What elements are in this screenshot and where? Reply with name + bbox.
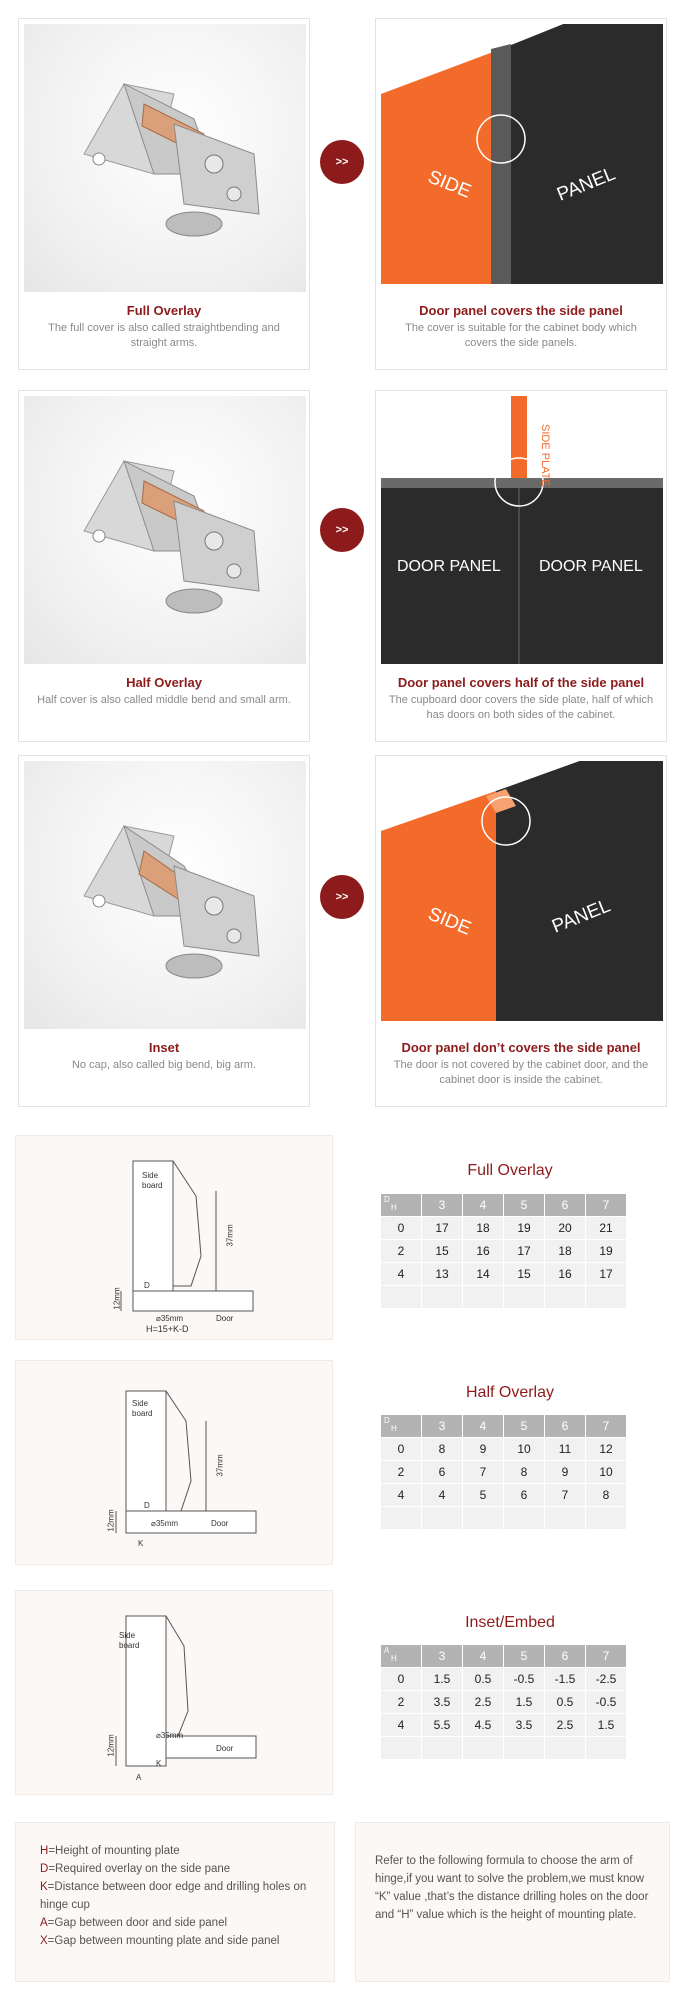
row-key-cell: 4 <box>381 1714 422 1737</box>
height-label: 37mm <box>225 1224 235 1247</box>
spec-table-inset <box>380 1644 627 1760</box>
panel-label: PANEL <box>549 895 614 938</box>
table-cell: 8 <box>586 1484 627 1507</box>
table-cell: 18 <box>545 1240 586 1263</box>
spec-table-full-overlay <box>380 1193 627 1309</box>
table-cell: 7 <box>463 1461 504 1484</box>
legend-list <box>40 1842 320 1950</box>
side-board-label: Side board <box>132 1399 153 1418</box>
legend-key: H <box>40 1845 49 1857</box>
table-cell: 3.5 <box>504 1714 545 1737</box>
table-cell: 19 <box>504 1217 545 1240</box>
hinge-type-description: No cap, also called big bend, big arm. <box>71 1059 257 1071</box>
table-row-empty <box>381 1286 627 1309</box>
bore-label: ⌀35mm <box>156 1314 184 1323</box>
table-cell: 6 <box>504 1484 545 1507</box>
d-label: D <box>144 1281 150 1290</box>
door-panels-shape <box>381 488 663 664</box>
table-header-row <box>381 1194 627 1217</box>
legend-text: =Height of mounting plate <box>48 1845 180 1857</box>
k-header-cell: 3 <box>422 1645 463 1668</box>
table-cell: 15 <box>504 1263 545 1286</box>
door-label: Door <box>216 1314 234 1323</box>
hinge-type-description: Half cover is also called middle bend and small arm. <box>37 694 291 706</box>
k-header-cell: 7 <box>586 1194 627 1217</box>
row-key-cell: 0 <box>381 1217 422 1240</box>
table-cell: -2.5 <box>586 1668 627 1691</box>
d-label: D <box>144 1501 150 1510</box>
table-cell: 12 <box>586 1438 627 1461</box>
row-key-cell: 4 <box>381 1484 422 1507</box>
corner-k-label: K <box>412 1650 418 1659</box>
k-header-cell: 3 <box>422 1194 463 1217</box>
door-panel-label-right: DOOR PANEL <box>539 558 643 575</box>
mount-label: 12mm <box>112 1287 122 1310</box>
next-arrow-button[interactable]: >> <box>320 140 364 184</box>
legend-item-a <box>40 1914 320 1932</box>
table-cell: 4.5 <box>463 1714 504 1737</box>
k-header-cell: 5 <box>504 1415 545 1438</box>
table-row <box>381 1484 627 1507</box>
side-board-label: Side board <box>119 1631 140 1650</box>
table-cell: 17 <box>504 1240 545 1263</box>
corner-a-label: A <box>384 1646 390 1655</box>
table-title: Inset/Embed <box>465 1614 555 1631</box>
table-cell: 17 <box>586 1263 627 1286</box>
table-cell: 6 <box>422 1461 463 1484</box>
corner-h-label: H <box>391 1424 397 1433</box>
table-row <box>381 1240 627 1263</box>
table-row <box>381 1668 627 1691</box>
table-cell: 16 <box>463 1240 504 1263</box>
side-panel-shape <box>381 49 501 284</box>
table-corner-cell <box>381 1645 422 1668</box>
table-cell: -0.5 <box>586 1691 627 1714</box>
overlay-diagram <box>381 761 663 1029</box>
legend-text: =Gap between mounting plate and side panel <box>47 1935 280 1947</box>
height-label: 37mm <box>215 1454 225 1477</box>
row-key-cell: 4 <box>381 1263 422 1286</box>
table-row <box>381 1691 627 1714</box>
table-cell: 2.5 <box>463 1691 504 1714</box>
hinge-type-title: Full Overlay <box>126 303 202 318</box>
row-key-cell: 2 <box>381 1691 422 1714</box>
hinge-type-description: The full cover is also called straightbending and straight arms. <box>48 322 280 349</box>
door-label: Door <box>216 1744 234 1753</box>
corner-k-label: K <box>412 1420 418 1429</box>
legend-text: =Required overlay on the side pane <box>48 1863 231 1875</box>
overlay-diagram-card-inset <box>375 755 667 1107</box>
row-key-cell: 0 <box>381 1438 422 1461</box>
overlay-diagram <box>381 24 663 292</box>
bore-label: ⌀35mm <box>156 1731 184 1740</box>
overlay-diagram <box>381 396 663 664</box>
k-label: K <box>138 1539 144 1548</box>
table-cell: 3.5 <box>422 1691 463 1714</box>
table-row <box>381 1438 627 1461</box>
hinge-type-title: Half Overlay <box>126 675 202 690</box>
formula-note: Refer to the following formula to choose the arm of hinge,if you want to solve the problem,we must know “K” value ,that’s the distance drilling holes on the door and “H” value which is the height of mounting plate. <box>375 1855 649 1921</box>
hinge-card-half-overlay <box>18 390 310 742</box>
door-panel-label-left: DOOR PANEL <box>397 558 501 575</box>
table-cell: 20 <box>545 1217 586 1240</box>
table-cell: 15 <box>422 1240 463 1263</box>
a-label: A <box>136 1773 142 1782</box>
table-corner-cell <box>381 1415 422 1438</box>
corner-d-label: D <box>384 1416 390 1425</box>
table-cell: 7 <box>545 1484 586 1507</box>
k-header-cell: 7 <box>586 1645 627 1668</box>
table-cell: 10 <box>586 1461 627 1484</box>
k-header-cell: 4 <box>463 1194 504 1217</box>
table-cell: 13 <box>422 1263 463 1286</box>
k-header-cell: 7 <box>586 1415 627 1438</box>
panel-edge-shape <box>491 44 511 284</box>
corner-d-label: D <box>384 1195 390 1204</box>
legend-item-d <box>40 1860 320 1878</box>
table-cell: 1.5 <box>422 1668 463 1691</box>
hinge-card-inset <box>18 755 310 1107</box>
k-header-cell: 5 <box>504 1194 545 1217</box>
corner-h-label: H <box>391 1654 397 1663</box>
table-cell: 21 <box>586 1217 627 1240</box>
hinge-illustration <box>24 761 306 1029</box>
diagram-description: The cupboard door covers the side plate, half of which has doors on both sides of the cabinet. <box>388 694 654 721</box>
row-key-cell: 2 <box>381 1461 422 1484</box>
table-row-empty <box>381 1737 627 1760</box>
table-cell: 0.5 <box>463 1668 504 1691</box>
k-label: K <box>156 1759 162 1768</box>
k-header-cell: 5 <box>504 1645 545 1668</box>
table-cell: 8 <box>504 1461 545 1484</box>
legend-key: K <box>40 1881 48 1893</box>
legend-item-h <box>40 1842 320 1860</box>
drawing-box-inset <box>15 1590 333 1795</box>
diagram-description: The door is not covered by the cabinet door, and the cabinet door is inside the cabinet. <box>393 1059 649 1086</box>
legend-key: D <box>40 1863 49 1875</box>
table-cell: 9 <box>463 1438 504 1461</box>
side-plate-label: SIDE PLATE <box>539 424 551 487</box>
next-arrow-button[interactable]: >> <box>320 875 364 919</box>
table-row <box>381 1714 627 1737</box>
legend-item-x <box>40 1932 320 1950</box>
side-board-label: Side board <box>142 1171 163 1190</box>
legend-key: X <box>40 1935 48 1947</box>
hinge-illustration <box>24 24 306 292</box>
table-row <box>381 1263 627 1286</box>
table-cell: 17 <box>422 1217 463 1240</box>
table-cell: 0.5 <box>545 1691 586 1714</box>
technical-drawing <box>16 1361 334 1566</box>
corner-h-label: H <box>391 1203 397 1212</box>
door-panel-shape <box>496 761 663 1021</box>
hinge-illustration <box>24 396 306 664</box>
mount-label: 12mm <box>106 1509 116 1532</box>
hinge-photo <box>24 396 306 664</box>
diagram-title: Door panel don’t covers the side panel <box>401 1040 641 1055</box>
door-panel-shape <box>501 24 663 284</box>
table-cell: -0.5 <box>504 1668 545 1691</box>
side-label: SIDE <box>424 903 474 940</box>
k-header-cell: 4 <box>463 1645 504 1668</box>
hinge-photo <box>24 24 306 292</box>
overlay-diagram-card-half <box>375 390 667 742</box>
table-cell: 1.5 <box>586 1714 627 1737</box>
table-cell: 9 <box>545 1461 586 1484</box>
table-header-row <box>381 1415 627 1438</box>
k-header-cell: 4 <box>463 1415 504 1438</box>
table-cell: 18 <box>463 1217 504 1240</box>
table-corner-cell <box>381 1194 422 1217</box>
table-cell: 2.5 <box>545 1714 586 1737</box>
table-cell: 10 <box>504 1438 545 1461</box>
corner-k-label: K <box>412 1199 418 1208</box>
diagram-description: The cover is suitable for the cabinet body which covers the side panels. <box>405 322 637 349</box>
row-key-cell: 2 <box>381 1240 422 1263</box>
door-label: Door <box>211 1519 229 1528</box>
legend-key: A <box>40 1917 48 1929</box>
table-cell: 5.5 <box>422 1714 463 1737</box>
hinge-photo <box>24 761 306 1029</box>
table-title: Half Overlay <box>465 1384 555 1401</box>
next-arrow-button[interactable]: >> <box>320 508 364 552</box>
legend-text: =Distance between door edge and drilling holes on hinge cup <box>40 1881 307 1911</box>
technical-drawing <box>16 1136 334 1341</box>
table-cell: 4 <box>422 1484 463 1507</box>
side-plate-shape <box>511 396 527 486</box>
drawing-box-half-overlay <box>15 1360 333 1565</box>
drawing-box-full-overlay <box>15 1135 333 1340</box>
mount-label: 12mm <box>106 1734 116 1757</box>
table-header-row <box>381 1645 627 1668</box>
table-cell: 14 <box>463 1263 504 1286</box>
panel-label: PANEL <box>554 163 619 206</box>
spec-table-half-overlay <box>380 1414 627 1530</box>
overlay-diagram-card-full <box>375 18 667 370</box>
hinge-card-full-overlay <box>18 18 310 370</box>
table-title: Full Overlay <box>467 1162 553 1179</box>
technical-drawing <box>16 1591 334 1796</box>
table-row <box>381 1217 627 1240</box>
table-row <box>381 1461 627 1484</box>
k-header-cell: 3 <box>422 1415 463 1438</box>
legend-text: =Gap between door and side panel <box>47 1917 228 1929</box>
table-cell: 1.5 <box>504 1691 545 1714</box>
k-header-cell: 6 <box>545 1415 586 1438</box>
hinge-type-title: Inset <box>148 1040 180 1055</box>
table-cell: 11 <box>545 1438 586 1461</box>
table-cell: 16 <box>545 1263 586 1286</box>
table-cell: -1.5 <box>545 1668 586 1691</box>
formula-label: H=15+K-D <box>146 1324 189 1334</box>
table-cell: 19 <box>586 1240 627 1263</box>
row-key-cell: 0 <box>381 1668 422 1691</box>
bore-label: ⌀35mm <box>151 1519 179 1528</box>
k-header-cell: 6 <box>545 1194 586 1217</box>
table-row-empty <box>381 1507 627 1530</box>
top-edge-shape <box>381 478 663 488</box>
table-cell: 5 <box>463 1484 504 1507</box>
k-header-cell: 6 <box>545 1645 586 1668</box>
diagram-title: Door panel covers half of the side panel <box>397 675 645 690</box>
side-label: SIDE <box>424 166 474 203</box>
table-cell: 8 <box>422 1438 463 1461</box>
diagram-title: Door panel covers the side panel <box>419 303 623 318</box>
legend-item-k <box>40 1878 320 1914</box>
